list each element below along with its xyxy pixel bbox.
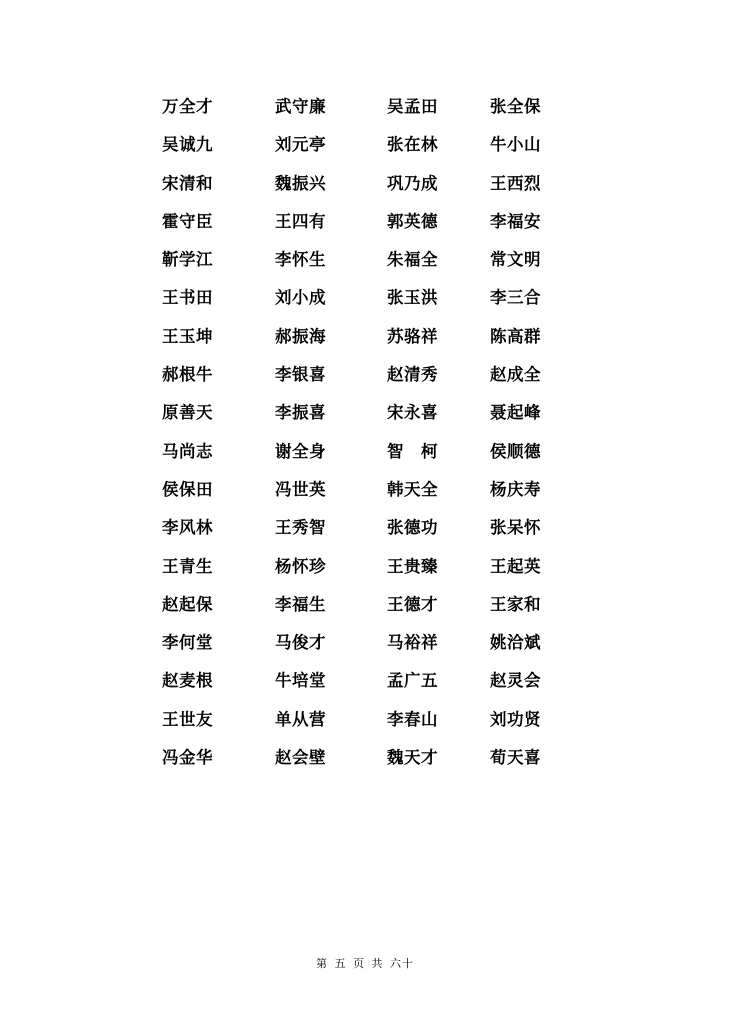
name-row	[162, 95, 562, 133]
name-entry: 赵成全	[490, 365, 541, 385]
name-entry: 靳学江	[162, 250, 213, 270]
name-row	[162, 631, 562, 669]
name-entry: 赵会壁	[275, 748, 326, 768]
name-entry: 马俊才	[275, 633, 326, 653]
name-row	[162, 363, 562, 401]
name-entry: 王贵臻	[387, 556, 438, 576]
name-entry: 赵起保	[162, 594, 213, 614]
name-entry: 杨怀珍	[275, 556, 326, 576]
name-entry: 马尚志	[162, 441, 213, 461]
name-entry: 王玉坤	[162, 326, 213, 346]
name-entry: 赵麦根	[162, 671, 213, 691]
name-entry: 李三合	[490, 288, 541, 308]
name-row	[162, 746, 562, 784]
name-entry: 孟广五	[387, 671, 438, 691]
name-entry: 侯顺德	[490, 441, 541, 461]
name-entry: 侯保田	[162, 479, 213, 499]
name-entry: 冯世英	[275, 479, 326, 499]
name-row	[162, 210, 562, 248]
name-entry: 王青生	[162, 556, 213, 576]
name-entry: 张在林	[387, 135, 438, 155]
name-entry: 万全才	[162, 97, 213, 116]
name-entry: 韩天全	[387, 479, 438, 499]
name-entry: 宋清和	[162, 173, 213, 193]
name-entry: 宋永喜	[387, 403, 438, 423]
name-entry: 李振喜	[275, 403, 326, 423]
name-entry: 荀天喜	[490, 748, 541, 768]
name-row	[162, 516, 562, 554]
name-entry: 智 柯	[387, 441, 438, 461]
name-entry: 郝振海	[275, 326, 326, 346]
name-row	[162, 593, 562, 631]
name-entry: 张呆怀	[490, 518, 541, 538]
name-entry: 张德功	[387, 518, 438, 538]
name-entry: 赵清秀	[387, 365, 438, 385]
name-entry: 吴孟田	[387, 97, 438, 116]
name-entry: 武守廉	[275, 97, 326, 116]
name-entry: 刘功贤	[490, 709, 541, 729]
name-entry: 李福安	[490, 211, 541, 231]
name-entry: 姚洽斌	[490, 633, 541, 653]
name-entry: 单从营	[275, 709, 326, 729]
name-entry: 王德才	[387, 594, 438, 614]
name-entry: 李何堂	[162, 633, 213, 653]
name-entry: 冯金华	[162, 748, 213, 768]
name-entry: 牛培堂	[275, 671, 326, 691]
name-entry: 吴诚九	[162, 135, 213, 155]
name-entry: 李银喜	[275, 365, 326, 385]
name-row	[162, 286, 562, 324]
name-entry: 刘小成	[275, 288, 326, 308]
name-entry: 原善天	[162, 403, 213, 423]
name-entry: 赵灵会	[490, 671, 541, 691]
name-row	[162, 478, 562, 516]
name-row	[162, 248, 562, 286]
page-footer: 第 五 页 共 六十	[316, 957, 414, 970]
name-entry: 王世友	[162, 709, 213, 729]
name-entry: 李福生	[275, 594, 326, 614]
name-row	[162, 555, 562, 593]
name-entry: 王起英	[490, 556, 541, 576]
name-row	[162, 708, 562, 746]
name-row	[162, 669, 562, 707]
name-entry: 李风林	[162, 518, 213, 538]
name-entry: 常文明	[490, 250, 541, 270]
name-entry: 张玉洪	[387, 288, 438, 308]
name-entry: 王家和	[490, 594, 541, 614]
name-entry: 王书田	[162, 288, 213, 308]
name-entry: 张全保	[490, 97, 541, 116]
name-entry: 郝根牛	[162, 365, 213, 385]
name-row	[162, 440, 562, 478]
name-entry: 马裕祥	[387, 633, 438, 653]
name-entry: 李春山	[387, 709, 438, 729]
name-row	[162, 133, 562, 171]
name-entry: 牛小山	[490, 135, 541, 155]
name-row	[162, 401, 562, 439]
name-entry: 苏骆祥	[387, 326, 438, 346]
name-entry: 郭英德	[387, 211, 438, 231]
name-entry: 陈高群	[490, 326, 541, 346]
name-entry: 李怀生	[275, 250, 326, 270]
name-entry: 王西烈	[490, 173, 541, 193]
name-entry: 魏振兴	[275, 173, 326, 193]
name-entry: 王秀智	[275, 518, 326, 538]
name-list	[162, 95, 562, 784]
name-entry: 王四有	[275, 211, 326, 231]
name-entry: 魏天才	[387, 748, 438, 768]
name-entry: 杨庆寿	[490, 479, 541, 499]
name-entry: 霍守臣	[162, 211, 213, 231]
name-entry: 巩乃成	[387, 173, 438, 193]
name-row	[162, 325, 562, 363]
name-entry: 刘元亭	[275, 135, 326, 155]
name-entry: 谢全身	[275, 441, 326, 461]
name-entry: 朱福全	[387, 250, 438, 270]
name-entry: 聂起峰	[490, 403, 541, 423]
name-row	[162, 172, 562, 210]
